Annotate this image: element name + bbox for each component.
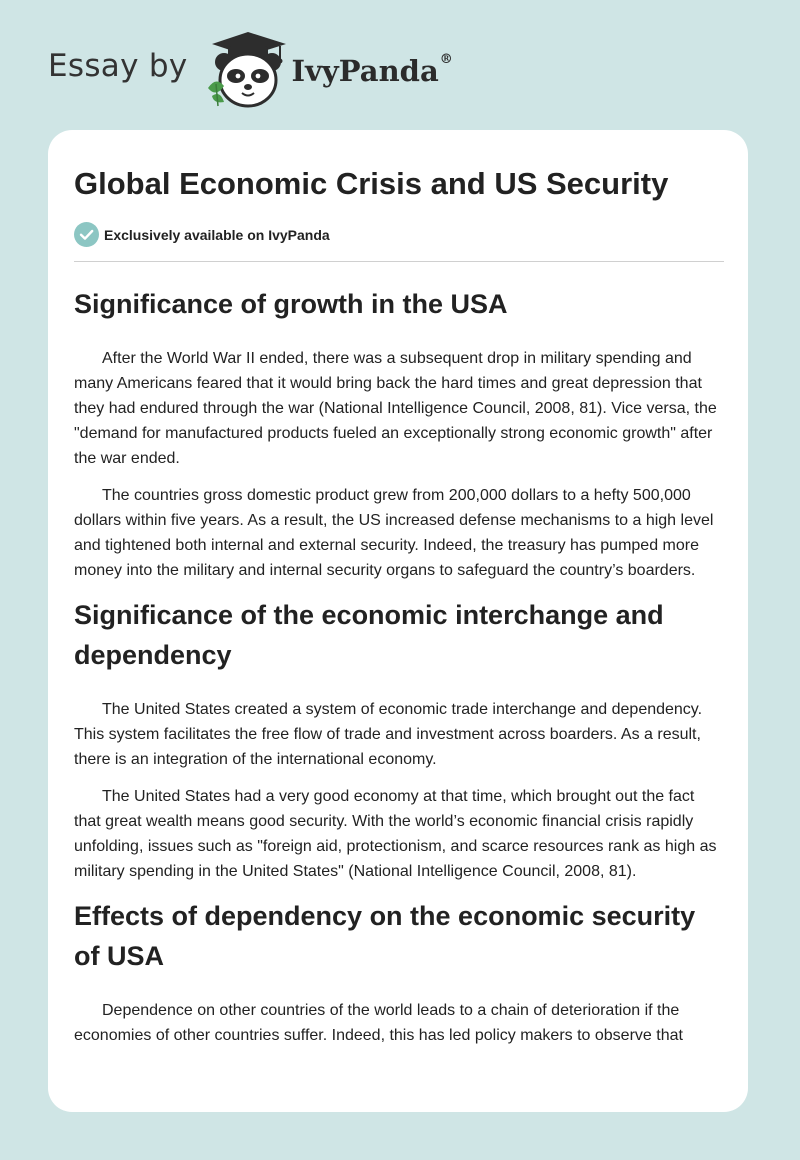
brand-prefix: Essay by: [48, 48, 188, 84]
exclusive-badge-label: Exclusively available on IvyPanda: [104, 226, 330, 243]
page-title: Global Economic Crisis and US Security: [74, 166, 669, 201]
section-heading: Significance of growth in the USA: [74, 289, 508, 319]
section-heading: Significance of the economic interchange and dependency: [74, 600, 664, 670]
check-circle-icon: [74, 222, 99, 247]
title-divider: [74, 261, 724, 262]
brand-name[interactable]: [292, 54, 453, 88]
section-growth: [74, 284, 724, 583]
section-interchange: [74, 595, 724, 884]
paragraph: The United States created a system of economic trade interchange and dependency. This system facilitates the free flow of trade and investment across boarders. As a result, there is an integration of the international economy.: [74, 701, 703, 768]
paragraph: After the World War II ended, there was a subsequent drop in military spending and many Americans feared that it would bring back the hard times and great depression that they had endured through the war (National Intelligence Council, 2008, 81). Vice versa, the "demand for manufactured products fueled an exceptionally strong economic growth" after the war ended.: [74, 350, 717, 467]
exclusive-badge: [74, 222, 330, 247]
registered-mark: ®: [439, 52, 453, 67]
paragraph: The United States had a very good economy at that time, which brought out the fact that great wealth means good security. With the world’s economic financial crisis rapidly unfolding, issues such as "foreign aid, protectionism, and scarce resources rank as high as military spending in the United States" (National Intelligence Council, 2008, 81).: [74, 788, 717, 880]
section-dependency: [74, 896, 724, 1048]
brand-name-text: IvyPanda: [291, 54, 439, 88]
essay-card: [48, 130, 748, 1112]
panda-logo-icon[interactable]: [202, 30, 290, 110]
section-heading: Effects of dependency on the economic security of USA: [74, 901, 696, 971]
paragraph: Dependence on other countries of the world leads to a chain of deterioration if the economies of other countries suffer. Indeed, this has led policy makers to observe that: [74, 1002, 683, 1044]
site-header: [48, 30, 453, 110]
essay-body: [74, 284, 724, 1060]
paragraph: The countries gross domestic product grew from 200,000 dollars to a hefty 500,000 dollars within five years. As a result, the US increased defense mechanisms to a high level and tightened both internal and external security. Indeed, the treasury has pumped more money into the military and internal security organs to safeguard the country’s boarders.: [74, 487, 714, 579]
